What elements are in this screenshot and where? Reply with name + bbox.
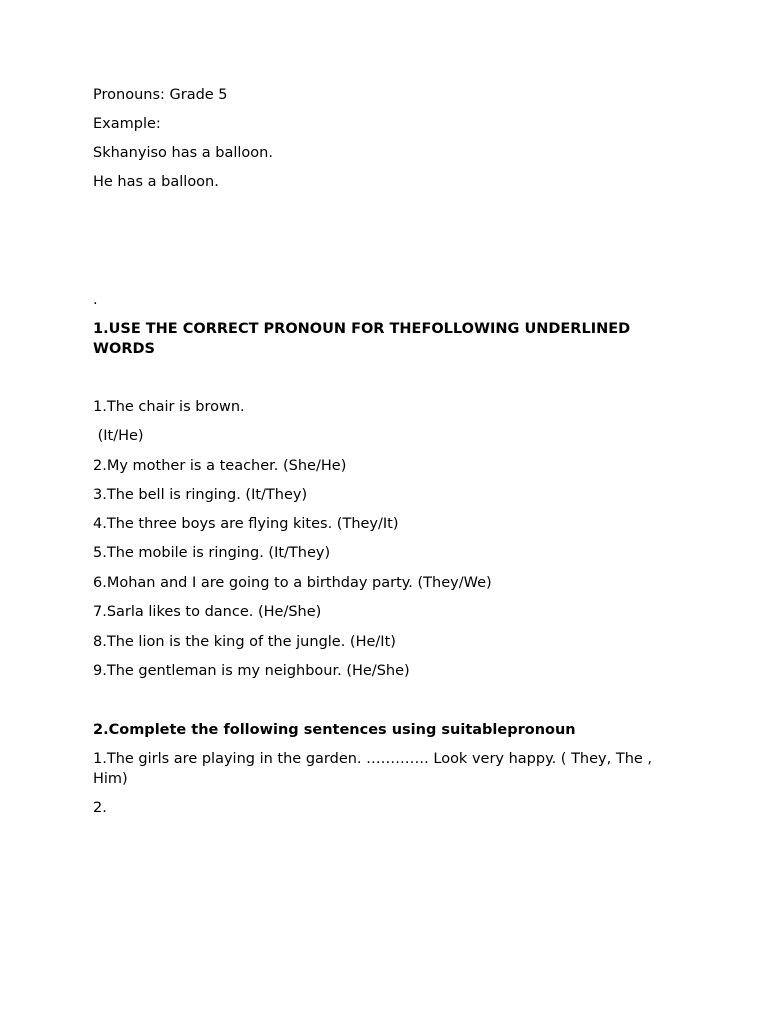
list-item: 4.The three boys are flying kites. (They/It) (93, 516, 399, 532)
list-item: 1.The girls are playing in the garden. …………. Look very happy. ( They, The , Him) (93, 751, 653, 787)
example-sentence: Skhanyiso has a balloon. (93, 145, 273, 161)
list-item: 7.Sarla likes to dance. (He/She) (93, 604, 322, 620)
list-item: 1.The chair is brown. (93, 399, 245, 415)
list-item: 5.The mobile is ringing. (It/They) (93, 545, 331, 561)
list-item: 3.The bell is ringing. (It/They) (93, 487, 308, 503)
example-answer: He has a balloon. (93, 174, 219, 190)
page-title: Pronouns: Grade 5 (93, 87, 228, 103)
list-item: 6.Mohan and I are going to a birthday party. (They/We) (93, 575, 492, 591)
list-item: 2. (93, 800, 107, 816)
separator-dot: . (93, 292, 98, 308)
section1-heading: 1.USE THE CORRECT PRONOUN FOR THEFOLLOWING UNDERLINED WORDS (93, 321, 631, 357)
example-label: Example: (93, 116, 161, 132)
list-item: 9.The gentleman is my neighbour. (He/She) (93, 663, 410, 679)
list-item: 8.The lion is the king of the jungle. (He/It) (93, 634, 396, 650)
section2-heading: 2.Complete the following sentences using suitablepronoun (93, 722, 576, 738)
list-item: 2.My mother is a teacher. (She/He) (93, 458, 347, 474)
list-item: (It/He) (93, 428, 144, 444)
